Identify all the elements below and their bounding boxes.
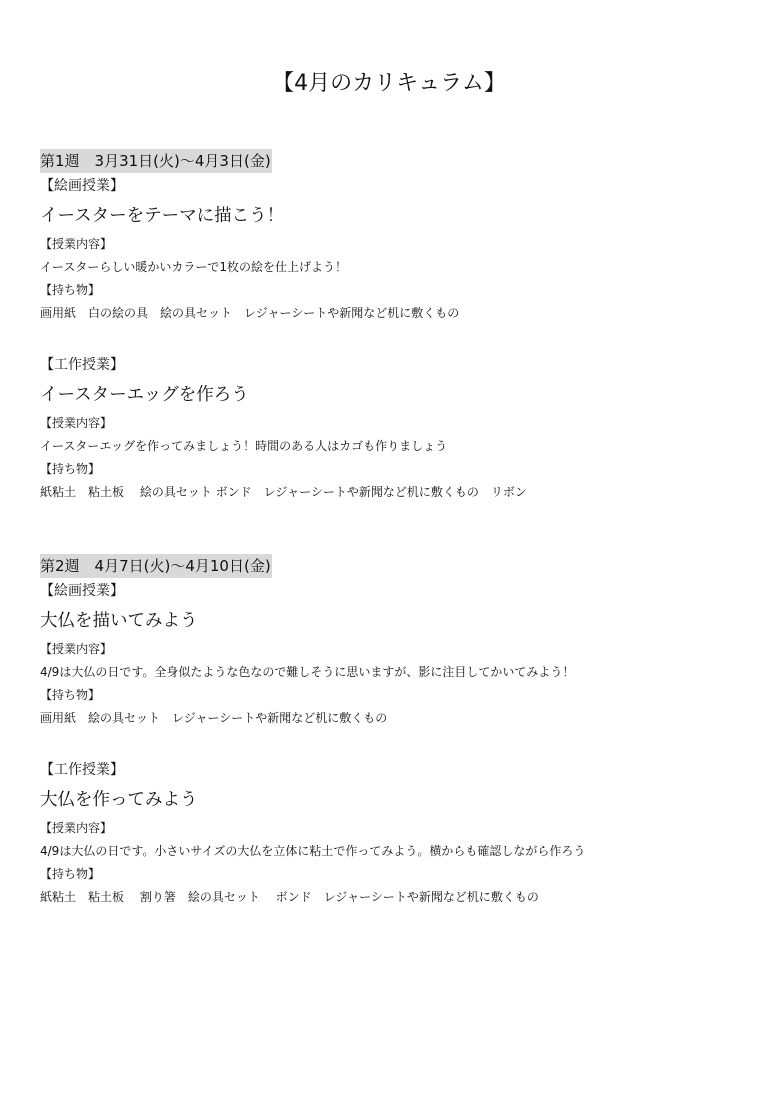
week-section-2 <box>40 554 740 909</box>
lesson-painting <box>40 578 740 730</box>
lesson-kind: 【工作授業】 <box>40 357 124 373</box>
items-label: 【持ち物】 <box>40 688 101 702</box>
spacer <box>40 325 740 352</box>
items-label: 【持ち物】 <box>40 867 101 881</box>
items-label: 【持ち物】 <box>40 462 101 476</box>
content-text: イースターらしい暖かいカラーで1枚の絵を仕上げよう！ <box>40 260 348 274</box>
lesson-kind: 【絵画授業】 <box>40 178 124 194</box>
content-label: 【授業内容】 <box>40 237 113 251</box>
lesson-kind: 【工作授業】 <box>40 762 124 778</box>
lesson-title: 大仏を描いてみよう <box>40 611 198 631</box>
lesson-craft <box>40 352 740 504</box>
lesson-painting <box>40 173 740 325</box>
spacer <box>40 730 740 757</box>
lesson-kind: 【絵画授業】 <box>40 583 124 599</box>
content-label: 【授業内容】 <box>40 821 113 835</box>
content-text: 4/9は大仏の日です。小さいサイズの大仏を立体に粘土で作ってみよう。横からも確認しながら作ろう <box>40 844 586 858</box>
week-section-1 <box>40 149 740 504</box>
items-label: 【持ち物】 <box>40 283 101 297</box>
week-heading: 第1週 3月31日(火)〜4月3日(金) <box>40 149 272 173</box>
items-text: 紙粘土 粘土板 絵の具セット ボンド レジャーシートや新聞など机に敷くもの リボン <box>40 485 527 499</box>
content-text: イースターエッグを作ってみましょう！時間のある人はカゴも作りましょう <box>40 439 448 453</box>
content-label: 【授業内容】 <box>40 416 113 430</box>
content-label: 【授業内容】 <box>40 642 113 656</box>
content-text: 4/9は大仏の日です。全身似たような色なので難しそうに思いますが、影に注目してかいてみよう！ <box>40 665 575 679</box>
items-text: 画用紙 絵の具セット レジャーシートや新聞など机に敷くもの <box>40 711 388 725</box>
page-title: 【4月のカリキュラム】 <box>272 71 506 96</box>
lesson-title: 大仏を作ってみよう <box>40 790 198 810</box>
lesson-title: イースターをテーマに描こう！ <box>40 206 285 226</box>
lesson-title: イースターエッグを作ろう <box>40 385 249 405</box>
items-text: 画用紙 白の絵の具 絵の具セット レジャーシートや新聞など机に敷くもの <box>40 306 460 320</box>
items-text: 紙粘土 粘土板 割り箸 絵の具セット ボンド レジャーシートや新聞など机に敷くもの <box>40 890 539 904</box>
week-heading: 第2週 4月7日(火)〜4月10日(金) <box>40 554 272 578</box>
lesson-craft <box>40 757 740 909</box>
